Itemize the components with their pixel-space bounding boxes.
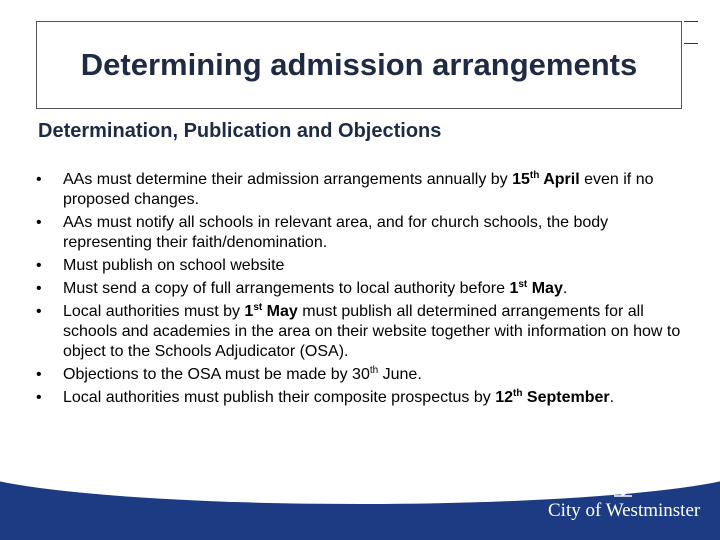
bullet-text: May: [262, 303, 298, 320]
bullet-superscript: st: [518, 279, 528, 290]
bullet-dot: •: [36, 303, 42, 320]
bullet-dot: •: [36, 171, 42, 188]
bullet-text: AAs must notify all schools in relevant area, and for church schools, the body representing their faith/denomination.: [63, 214, 609, 251]
bullet-text: May: [527, 280, 563, 297]
bullet-dot: •: [36, 389, 42, 406]
bullet-text: must publish all determined arrangements for all schools and academies in the area on their website together with information on how to object to the Schools Adjudicator (OSA).: [63, 303, 681, 360]
brand-name: City of Westminster: [548, 500, 701, 521]
bullet-superscript: th: [513, 388, 523, 399]
bullet-text: 15: [512, 171, 530, 188]
bullet-text: September: [522, 389, 610, 406]
bullet-text: 1: [509, 280, 519, 297]
bullet-text: April: [539, 171, 580, 188]
bullet-dot: •: [36, 257, 42, 274]
bullet-text: even if no proposed changes.: [63, 171, 654, 208]
footer-band: [0, 470, 720, 540]
bullet-dot: •: [36, 214, 42, 231]
bullet-item: [36, 170, 686, 210]
bullet-text: Must send a copy of full arrangements to local authority before: [63, 280, 510, 297]
bullet-text: Objections to the OSA must be made by 30: [63, 366, 370, 383]
bullet-text: June.: [378, 366, 422, 383]
bullet-text: Must publish on school website: [63, 257, 285, 274]
bullet-item: [36, 256, 686, 276]
bullet-text: 12: [495, 389, 514, 406]
bullet-superscript: th: [529, 170, 540, 181]
bullet-text: Local authorities must by: [63, 303, 245, 320]
bullet-text: AAs must determine their admission arrangements annually by: [63, 171, 513, 188]
bullet-item: [36, 302, 686, 362]
corner-line-top: [684, 21, 698, 22]
westminster-logo: [548, 470, 701, 530]
bullet-item: [36, 213, 686, 253]
bullet-item: [36, 279, 686, 299]
bullet-list: [36, 170, 686, 411]
bullet-item: [36, 365, 686, 385]
bullet-superscript: st: [253, 302, 263, 313]
title-box: [36, 21, 682, 109]
bullet-text: .: [562, 280, 568, 297]
corner-line-bottom: [684, 43, 698, 44]
coat-of-arms-icon: [608, 470, 638, 498]
bullet-item: [36, 388, 686, 408]
bullet-text: .: [609, 389, 615, 406]
bullet-dot: •: [36, 366, 42, 383]
slide-subtitle: Determination, Publication and Objections: [38, 120, 442, 142]
slide-title: Determining admission arrangements: [80, 47, 638, 82]
bullet-text: Local authorities must publish their composite prospectus by: [63, 389, 496, 406]
bullet-dot: •: [36, 280, 42, 297]
bullet-superscript: th: [369, 365, 379, 376]
bullet-text: 1: [244, 303, 254, 320]
